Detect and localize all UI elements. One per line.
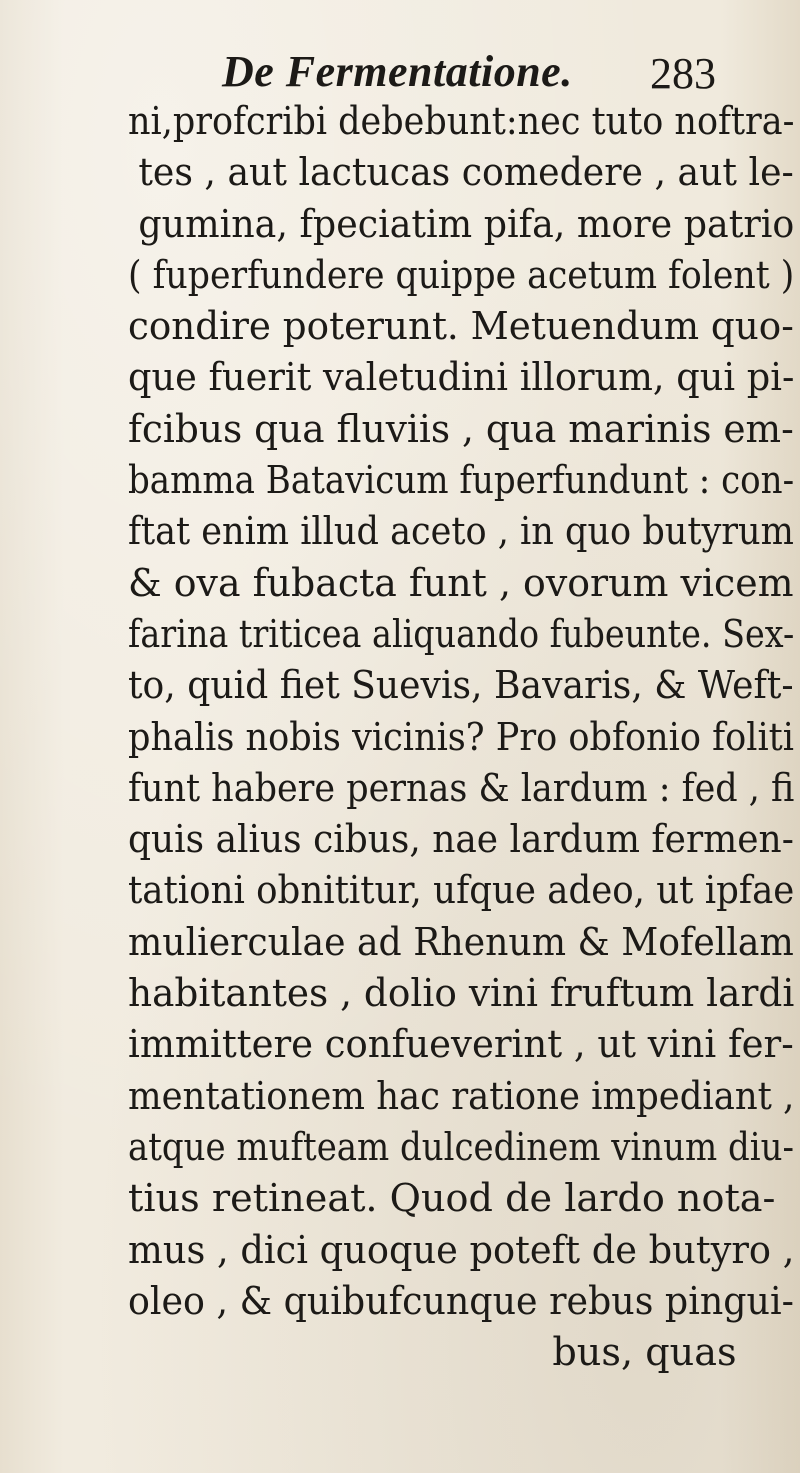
text-line: & ova fubacta funt , ovorum vicem xyxy=(128,560,794,606)
text-line: mentationem hac ratione impediant , xyxy=(128,1073,795,1119)
text-line: bamma Batavicum fuperfundunt : con- xyxy=(128,458,795,504)
text-line: ( fuperfundere quippe acetum folent ) xyxy=(128,252,795,298)
text-line: fcibus qua fluviis , qua marinis em- xyxy=(128,406,794,452)
running-title: De Fermentatione. xyxy=(222,47,573,96)
text-line: quis alius cibus, nae lardum fermen- xyxy=(128,817,794,863)
text-line: oleo , & quibufcunque rebus pingui- xyxy=(128,1278,794,1324)
text-line: atque mufteam dulcedinem vinum diu- xyxy=(128,1124,794,1170)
text-line: mulierculae ad Rhenum & Mofellam xyxy=(128,919,794,965)
text-line: ftat enim illud aceto , in quo butyrum xyxy=(128,509,794,555)
text-line: gumina, fpeciatim pifa, more patrio xyxy=(138,201,795,247)
text-line: to, quid fiet Suevis, Bavaris, & Weft- xyxy=(128,663,794,709)
text-line: tationi obnititur, ufque adeo, ut ipfae xyxy=(128,868,795,914)
text-line: que fuerit valetudini illorum, qui pi- xyxy=(128,355,795,401)
text-line: condire poterunt. Metuendum quo- xyxy=(128,304,794,350)
text-line: tes , aut lactucas comedere , aut le- xyxy=(138,150,794,196)
text-line: immittere confueverint , ut vini fer- xyxy=(128,1022,794,1068)
page-number: 283 xyxy=(650,49,716,98)
text-line: phalis nobis vicinis? Pro obfonio foliti xyxy=(128,714,794,760)
catchword-line: bus, quas xyxy=(552,1330,737,1376)
text-line: ni,profcribi debebunt:nec tuto noftra- xyxy=(128,99,795,144)
body-text xyxy=(128,96,800,1378)
text-line: funt habere pernas & lardum : fed , fi xyxy=(128,765,795,811)
text-line: tius retineat. Quod de lardo nota- xyxy=(128,1176,776,1222)
text-line: mus , dici quoque poteft de butyro , xyxy=(128,1227,795,1273)
text-line: habitantes , dolio vini fruftum lardi xyxy=(128,971,795,1017)
text-line: farina triticea aliquando fubeunte. Sex- xyxy=(128,611,795,657)
page-header xyxy=(0,42,800,102)
